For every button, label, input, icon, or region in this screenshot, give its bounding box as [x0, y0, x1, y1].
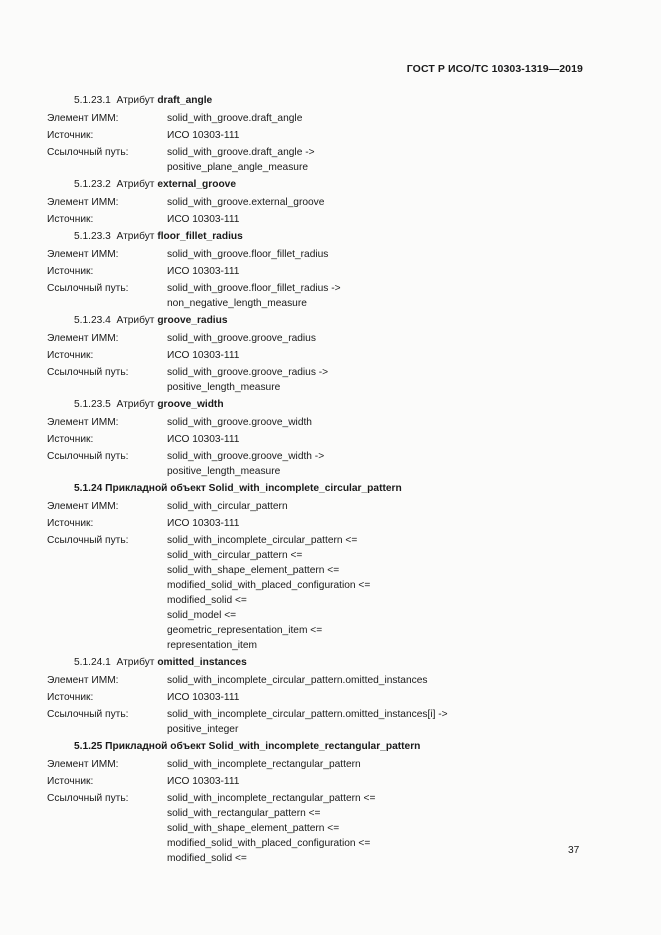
ref-path-row — [47, 533, 587, 653]
ref-path-line: solid_with_groove.groove_width -> — [167, 451, 325, 462]
ref-path-value — [167, 281, 587, 311]
source-row — [47, 264, 587, 279]
ref-path-label: Ссылочный путь: — [47, 793, 129, 804]
section-heading — [47, 313, 587, 328]
source-label: Источник: — [47, 518, 94, 529]
source-row — [47, 128, 587, 143]
source-label: Источник: — [47, 692, 94, 703]
element-row — [47, 415, 587, 430]
element-label: Элемент ИММ: — [47, 197, 119, 208]
ref-path-value — [167, 145, 587, 175]
source-label: Источник: — [47, 776, 94, 787]
element-value: solid_with_circular_pattern — [167, 501, 288, 512]
element-label: Элемент ИММ: — [47, 501, 119, 512]
element-row — [47, 111, 587, 126]
element-value: solid_with_groove.draft_angle — [167, 113, 303, 124]
source-label: Источник: — [47, 214, 94, 225]
element-value: solid_with_groove.external_groove — [167, 197, 325, 208]
ref-path-line: solid_with_rectangular_pattern <= — [167, 808, 321, 819]
source-value: ИСО 10303-111 — [167, 266, 240, 277]
ref-path-line: solid_with_incomplete_circular_pattern.omitted_instances[i] -> — [167, 709, 448, 720]
element-value: solid_with_groove.floor_fillet_radius — [167, 249, 329, 260]
section-number: 5.1.24.1 — [74, 657, 111, 668]
source-value: ИСО 10303-111 — [167, 130, 240, 141]
source-label: Источник: — [47, 130, 94, 141]
document-header: ГОСТ Р ИСО/ТС 10303-1319—2019 — [406, 63, 583, 75]
section-heading — [47, 655, 587, 670]
section-word: Атрибут — [116, 657, 155, 668]
ref-path-line: modified_solid <= — [167, 595, 247, 606]
ref-path-row — [47, 145, 587, 175]
ref-path-line: solid_with_groove.floor_fillet_radius -> — [167, 283, 341, 294]
ref-path-label: Ссылочный путь: — [47, 367, 129, 378]
element-value: solid_with_groove.groove_radius — [167, 333, 316, 344]
ref-path-label: Ссылочный путь: — [47, 147, 129, 158]
source-value: ИСО 10303-111 — [167, 214, 240, 225]
source-row — [47, 348, 587, 363]
source-row — [47, 516, 587, 531]
section-heading-object: 5.1.25 Прикладной объект Solid_with_incomplete_rectangular_pattern — [74, 741, 421, 752]
element-value: solid_with_groove.groove_width — [167, 417, 312, 428]
source-row — [47, 690, 587, 705]
section-word: Атрибут — [116, 315, 155, 326]
source-row — [47, 432, 587, 447]
element-label: Элемент ИММ: — [47, 675, 119, 686]
ref-path-label: Ссылочный путь: — [47, 283, 129, 294]
ref-path-row — [47, 707, 587, 737]
ref-path-row — [47, 281, 587, 311]
source-value: ИСО 10303-111 — [167, 434, 240, 445]
section-heading — [47, 93, 587, 108]
source-value: ИСО 10303-111 — [167, 692, 240, 703]
section-number: 5.1.23.1 — [74, 95, 111, 106]
ref-path-line: modified_solid_with_placed_configuration <= — [167, 838, 371, 849]
ref-path-value — [167, 449, 587, 479]
ref-path-value — [167, 533, 587, 653]
section-heading-object: 5.1.24 Прикладной объект Solid_with_incomplete_circular_pattern — [74, 483, 402, 494]
ref-path-label: Ссылочный путь: — [47, 709, 129, 720]
source-label: Источник: — [47, 434, 94, 445]
section-number: 5.1.23.4 — [74, 315, 111, 326]
section-word: Атрибут — [116, 179, 155, 190]
section-heading — [47, 397, 587, 412]
ref-path-line: positive_plane_angle_measure — [167, 162, 309, 173]
section-heading — [47, 177, 587, 192]
attribute-name: groove_radius — [157, 315, 228, 326]
source-value: ИСО 10303-111 — [167, 776, 240, 787]
element-row — [47, 673, 587, 688]
ref-path-line: solid_with_shape_element_pattern <= — [167, 565, 340, 576]
element-label: Элемент ИММ: — [47, 113, 119, 124]
element-label: Элемент ИММ: — [47, 249, 119, 260]
ref-path-value — [167, 791, 587, 866]
section-heading — [47, 229, 587, 244]
section-number: 5.1.23.5 — [74, 399, 111, 410]
ref-path-line: solid_with_incomplete_rectangular_pattern <= — [167, 793, 376, 804]
ref-path-line: solid_model <= — [167, 610, 237, 621]
section-word: Атрибут — [116, 231, 155, 242]
element-label: Элемент ИММ: — [47, 417, 119, 428]
element-row — [47, 331, 587, 346]
ref-path-line: solid_with_groove.groove_radius -> — [167, 367, 329, 378]
attribute-name: draft_angle — [157, 95, 213, 106]
element-label: Элемент ИММ: — [47, 759, 119, 770]
document-body — [47, 91, 587, 868]
ref-path-line: modified_solid <= — [167, 853, 247, 864]
section-word: Атрибут — [116, 95, 155, 106]
attribute-name: omitted_instances — [157, 657, 247, 668]
ref-path-line: positive_integer — [167, 724, 239, 735]
ref-path-row — [47, 449, 587, 479]
source-label: Источник: — [47, 266, 94, 277]
ref-path-row — [47, 365, 587, 395]
element-value: solid_with_incomplete_rectangular_pattern — [167, 759, 361, 770]
ref-path-label: Ссылочный путь: — [47, 451, 129, 462]
attribute-name: external_groove — [157, 179, 237, 190]
source-row — [47, 212, 587, 227]
ref-path-line: solid_with_shape_element_pattern <= — [167, 823, 340, 834]
source-row — [47, 774, 587, 789]
attribute-name: groove_width — [157, 399, 224, 410]
ref-path-line: non_negative_length_measure — [167, 298, 307, 309]
section-number: 5.1.23.2 — [74, 179, 111, 190]
element-row — [47, 499, 587, 514]
element-row — [47, 757, 587, 772]
element-label: Элемент ИММ: — [47, 333, 119, 344]
ref-path-line: solid_with_incomplete_circular_pattern <= — [167, 535, 358, 546]
ref-path-line: modified_solid_with_placed_configuration <= — [167, 580, 371, 591]
page-number: 37 — [568, 845, 580, 856]
ref-path-row — [47, 791, 587, 866]
source-value: ИСО 10303-111 — [167, 350, 240, 361]
attribute-name: floor_fillet_radius — [157, 231, 243, 242]
ref-path-line: positive_length_measure — [167, 466, 281, 477]
element-row — [47, 247, 587, 262]
source-value: ИСО 10303-111 — [167, 518, 240, 529]
element-row — [47, 195, 587, 210]
ref-path-line: positive_length_measure — [167, 382, 281, 393]
ref-path-line: geometric_representation_item <= — [167, 625, 323, 636]
element-value: solid_with_incomplete_circular_pattern.omitted_instances — [167, 675, 428, 686]
ref-path-line: representation_item — [167, 640, 258, 651]
ref-path-label: Ссылочный путь: — [47, 535, 129, 546]
section-number: 5.1.23.3 — [74, 231, 111, 242]
ref-path-line: solid_with_circular_pattern <= — [167, 550, 303, 561]
ref-path-line: solid_with_groove.draft_angle -> — [167, 147, 315, 158]
source-label: Источник: — [47, 350, 94, 361]
ref-path-value — [167, 707, 587, 737]
ref-path-value — [167, 365, 587, 395]
section-word: Атрибут — [116, 399, 155, 410]
